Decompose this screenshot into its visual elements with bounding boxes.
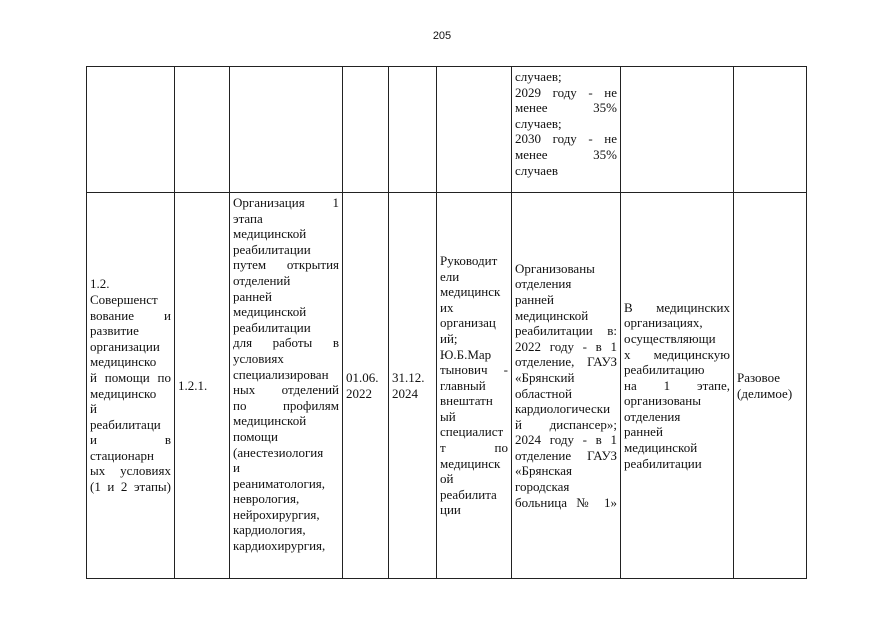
type-text [737,370,803,401]
cell-start-date [343,67,389,193]
text-line: случаев; [515,115,562,131]
text-line: реабилита [440,486,497,502]
results-text [515,69,617,178]
text-line: х медицинскую [624,346,730,362]
text-line: больница № 1» [515,494,617,510]
text-line: (1 и 2 этапы) [90,479,171,495]
cell-indicator-text [621,193,734,579]
text-line: Организация 1 [233,195,339,210]
text-line: ранней [233,288,272,304]
text-line: ранней [515,291,554,307]
text-line: специализирован [233,366,329,382]
text-line: менее 35% [515,146,617,162]
cell-start-date-value [343,193,389,579]
text-line: городская [515,479,570,495]
text-line: этапа [233,210,263,226]
text-line: ий; [440,330,458,346]
text-line: случаев [515,162,558,178]
text-line: развитие [90,323,139,339]
text-line: для работы в [233,335,339,351]
text-line: 1.2. [90,276,110,292]
text-line: реабилитации в: [515,323,617,339]
text-line: кардиология, [233,522,306,538]
text-line: специалист [440,424,504,440]
text-line: тынович - [440,362,508,378]
text-line: «Брянский [515,369,575,385]
text-line: и [233,460,240,476]
text-line: ых условиях [90,463,171,479]
text-line: 2030 году - не [515,131,617,147]
end-date [392,370,433,401]
cell-end-date [389,67,437,193]
text-line: й [90,401,97,417]
text-line: т по [440,440,508,456]
text-line: медицинской [624,440,698,456]
table-row-continuation [87,67,807,193]
text-line: (анестезиология [233,444,324,460]
text-line: ели [440,268,460,284]
cell-measure [230,67,343,193]
text-line: реабилитацию [624,362,705,378]
table-row-1-2-1 [87,193,807,579]
text-line: 2029 году - не [515,84,617,100]
text-line: на 1 этапе, [624,377,730,393]
text-line: организованы [624,393,702,409]
text-line: ый [440,408,456,424]
cell-section-1-2 [87,193,175,579]
text-line: отделение ГАУЗ [515,447,617,463]
text-line: ой [440,471,454,487]
text-line: отделений [233,272,291,288]
text-line: медицинск [440,455,501,471]
section-title [90,276,171,494]
text-line: реабилитаци [90,416,161,432]
text-line: вование и [90,307,171,323]
text-line: организац [440,315,496,331]
indicator-text [624,300,730,472]
text-line: отделения [624,408,681,424]
text-line: Руководит [440,252,498,268]
text-line: стационарн [90,447,154,463]
text-line: областной [515,385,572,401]
text-line: Ю.Б.Мар [440,346,492,362]
text-line: ранней [624,424,663,440]
text-line: медицинско [90,354,157,370]
text-line: и в [90,432,171,448]
cell-type-text [734,193,807,579]
text-line: ных отделений [233,382,339,398]
responsible-text [440,253,508,518]
text-line: 2022 [346,385,372,401]
cell-measure-text [230,193,343,579]
text-line: й помощи по [90,369,171,385]
item-number: 1.2.1. [178,377,208,393]
start-date [346,370,385,401]
text-line: реабилитации [233,241,311,257]
text-line: условиях [233,350,284,366]
text-line: 2024 году - в 1 [515,432,617,448]
page-number: 205 [432,30,452,42]
text-line: Совершенст [90,291,158,307]
cell-results-continued [512,67,621,193]
cell-number-1-2-1 [175,193,230,579]
text-line: 2024 [392,385,418,401]
text-line: медицинск [440,284,501,300]
text-line: организации [90,338,160,354]
text-line: В медицинских [624,299,730,315]
text-line: реаниматология, [233,475,326,491]
text-line: медицинской [515,307,589,323]
text-line: реабилитации [624,455,702,471]
text-line: медицинской [233,304,307,320]
text-line: организациях, [624,315,703,331]
text-line: медицинской [233,226,307,242]
text-line: отделение, ГАУЗ [515,354,617,370]
cell-result-text [512,193,621,579]
cell-responsible [437,67,512,193]
text-line: Организованы [515,260,595,276]
cell-number [175,67,230,193]
text-line: 2022 году - в 1 [515,338,617,354]
text-line: реабилитации [233,319,311,335]
cell-type [734,67,807,193]
program-table [86,66,807,579]
text-line: менее 35% [515,100,617,116]
text-line: ции [440,502,461,518]
text-line: осуществляющи [624,330,716,346]
text-line: отделения [515,276,572,292]
cell-section [87,67,175,193]
text-line: медицинской [233,413,307,429]
text-line: неврология, [233,491,300,507]
text-line: 01.06. [346,369,379,385]
text-line: нейрохирургия, [233,506,320,522]
text-line: Разовое [737,369,781,385]
result-text [515,261,617,511]
cell-indicator [621,67,734,193]
text-line: (делимое) [737,385,793,401]
text-line: медицинско [90,385,157,401]
text-line: 31.12. [392,369,425,385]
text-line: «Брянская [515,463,573,479]
text-line: главный [440,377,486,393]
text-line: их [440,299,454,315]
text-line: путем открытия [233,257,339,273]
text-line: по профилям [233,397,339,413]
measure-text [233,195,339,554]
text-line: случаев; [515,69,562,84]
cell-end-date-value [389,193,437,579]
text-line: внештатн [440,393,493,409]
text-line: й диспансер»; [515,416,617,432]
text-line: помощи [233,428,278,444]
cell-responsible-text [437,193,512,579]
text-line: кардиохирургия, [233,538,326,554]
text-line: кардиологически [515,401,611,417]
